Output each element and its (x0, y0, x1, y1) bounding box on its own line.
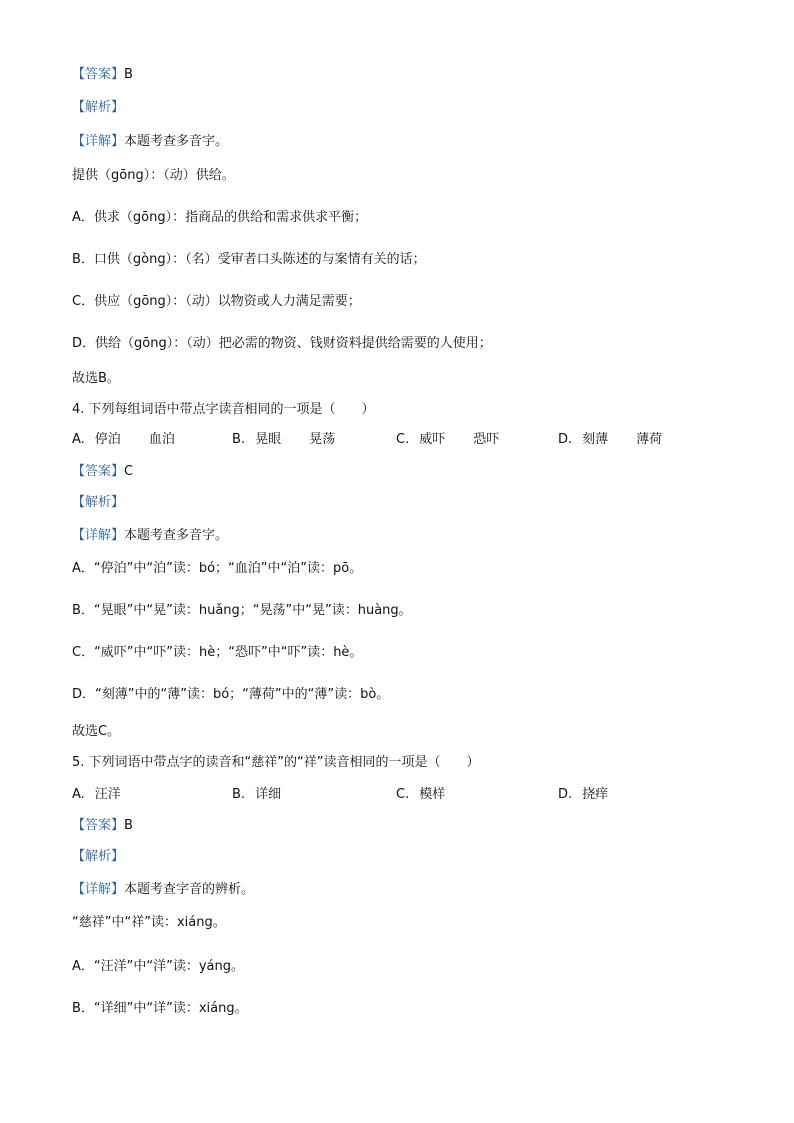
text-line: A．“汪洋”中“洋”读：yáng。 (72, 959, 244, 974)
option-word: 汪洋 (94, 787, 121, 802)
option-letter: A. (72, 787, 85, 802)
option-b- (232, 786, 281, 804)
text-line: D．“刻薄”中的“薄”读：bó；“薄荷”中的“薄”读：bò。 (72, 687, 390, 702)
label-text: B (124, 67, 133, 82)
option-a- (72, 786, 121, 804)
text-line: C．供应（gōng）：（动）以物资或人力满足需要； (72, 294, 361, 309)
section-label (72, 66, 133, 84)
section-label (72, 99, 124, 117)
label-text: C (124, 464, 134, 479)
section-label (72, 494, 124, 512)
option-letter: D. (558, 432, 573, 447)
label-text: B (124, 818, 133, 833)
option-letter: D. (558, 787, 573, 802)
text-line: 故选C。 (72, 724, 121, 739)
option-d- (558, 431, 662, 449)
option-letter: C. (396, 432, 410, 447)
option-word: 血泊 (148, 432, 175, 447)
option-d- (558, 786, 608, 804)
section-label (72, 848, 124, 866)
text-line: “慈祥”中“祥”读：xiáng。 (72, 915, 226, 930)
option-word: 停泊 (94, 432, 121, 447)
text-line: 5. 下列词语中带点字的读音和“慈祥”的“祥”读音相同的一项是（ ） (72, 755, 480, 770)
label-tag: 【详解】 (72, 134, 125, 149)
label-tag: 【解析】 (72, 495, 125, 510)
label-tag: 【答案】 (72, 464, 125, 479)
text-line: D．供给（gōng）：（动）把必需的物资、钱财资料提供给需要的人使用； (72, 336, 492, 351)
text-line: B．“晃眼”中“晃”读：huǎng；“晃荡”中“晃”读：huàng。 (72, 603, 412, 618)
text-line: B．“详细”中“详”读：xiáng。 (72, 1001, 248, 1016)
option-word: 威吓 (419, 432, 446, 447)
option-word: 模样 (419, 787, 446, 802)
option-letter: B. (232, 787, 246, 802)
option-word: 挠痒 (582, 787, 609, 802)
section-label (72, 881, 254, 899)
text-line: B．口供（gòng）：（名）受审者口头陈述的与案情有关的话； (72, 252, 426, 267)
label-text: 本题考查多音字。 (124, 528, 229, 543)
option-word: 恐吓 (473, 432, 500, 447)
option-b- (232, 431, 335, 449)
label-text: 本题考查多音字。 (124, 134, 229, 149)
label-tag: 【详解】 (72, 882, 125, 897)
text-line: C．“威吓”中“吓”读：hè；“恐吓”中“吓”读：hè。 (72, 645, 363, 660)
text-line: A．供求（gōng）：指商品的供给和需求供求平衡； (72, 210, 368, 225)
label-tag: 【解析】 (72, 849, 125, 864)
text-line: 4. 下列每组词语中带点字读音相同的一项是（ ） (72, 402, 375, 417)
option-word: 刻薄 (582, 432, 609, 447)
text-line: 提供（gōng）：（动）供给。 (72, 168, 235, 183)
section-label (72, 133, 228, 151)
option-a- (72, 431, 175, 449)
option-c- (396, 786, 445, 804)
option-word: 晃眼 (255, 432, 282, 447)
section-label (72, 527, 228, 545)
option-word: 详细 (255, 787, 282, 802)
option-word: 薄荷 (636, 432, 663, 447)
label-tag: 【答案】 (72, 818, 125, 833)
label-tag: 【详解】 (72, 528, 125, 543)
label-tag: 【答案】 (72, 67, 125, 82)
option-letter: C. (396, 787, 410, 802)
option-letter: A. (72, 432, 85, 447)
option-letter: B. (232, 432, 246, 447)
text-line: A．“停泊”中“泊”读：bó；“血泊”中“泊”读：pō。 (72, 561, 363, 576)
option-c- (396, 431, 499, 449)
text-line: 故选B。 (72, 371, 120, 386)
label-tag: 【解析】 (72, 100, 125, 115)
label-text: 本题考查字音的辨析。 (124, 882, 255, 897)
option-word: 晃荡 (309, 432, 336, 447)
section-label (72, 463, 133, 481)
section-label (72, 817, 133, 835)
